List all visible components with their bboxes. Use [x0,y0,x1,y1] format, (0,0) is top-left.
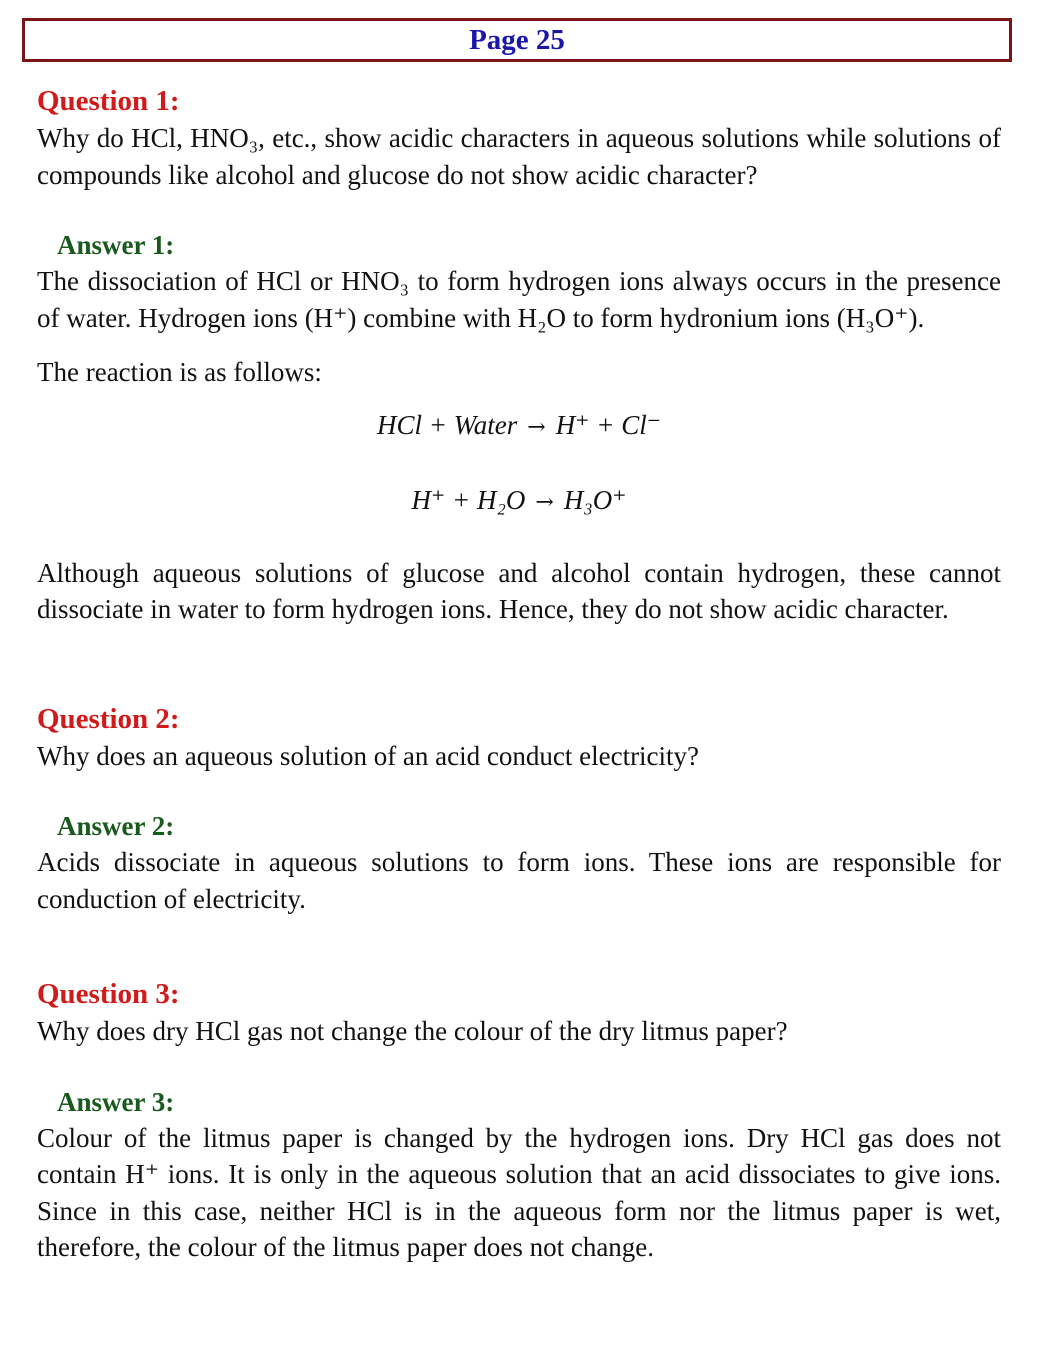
question-2-block [37,700,1001,918]
page-header [22,18,1012,62]
answer-1-paragraph-2: The reaction is as follows: [37,357,322,387]
question-3-block [37,975,1001,1266]
answer-3-paragraph-1: Colour of the litmus paper is changed by the hydrogen ions. Dry HCl gas does not contain H⁺ ions. It is only in the aqueous solution that an acid dissociates to give ions. Since in this case, neither HCl is in the aqueous form nor the litmus paper is wet, therefore, the colour of the litmus paper does not change. [37,1122,1001,1262]
question-3-label: Question 3: [37,978,180,1010]
page-content [37,82,1001,1266]
reaction-arrow-icon: → [527,414,546,440]
equation-1 [37,407,1001,446]
question-3-text: Why does dry HCl gas not change the colour of the dry litmus paper? [37,1016,788,1046]
question-2-text: Why does an aqueous solution of an acid conduct electricity? [37,740,700,771]
page-title: Page 25 [469,23,565,56]
answer-1-label: Answer 1: [57,230,175,260]
equation-2-left: H⁺ + H₂O [411,484,526,515]
answer-3-label: Answer 3: [57,1086,175,1117]
equation-2 [37,482,1001,521]
question-1-text: Why do HCl, HNO₃, etc., show acidic characters in aqueous solutions while solutions of compounds like alcohol and glucose do not show acidic character? [37,123,1001,190]
answer-1-paragraph-1: The dissociation of HCl or HNO₃ to form hydrogen ions always occurs in the presence of water. Hydrogen ions (H⁺) combine with H₂O to form hydronium ions (H₃O⁺). [37,266,1001,333]
question-1-block [37,82,1001,628]
answer-1-paragraph-3: Although aqueous solutions of glucose and alcohol contain hydrogen, these cannot dissociate in water to form hydrogen ions. Hence, they do not show acidic character. [37,557,1001,624]
answer-2-label: Answer 2: [57,811,175,841]
equation-1-left: HCl + Water [377,409,518,440]
question-1-label: Question 1: [37,85,180,117]
reaction-arrow-icon: → [535,489,554,515]
question-2-label: Question 2: [37,702,180,735]
answer-2-paragraph-1: Acids dissociate in aqueous solutions to form ions. These ions are responsible for conduction of electricity. [37,847,1001,914]
equation-2-right: H₃O⁺ [563,484,627,515]
equation-1-right: H⁺ + Cl⁻ [555,409,661,440]
